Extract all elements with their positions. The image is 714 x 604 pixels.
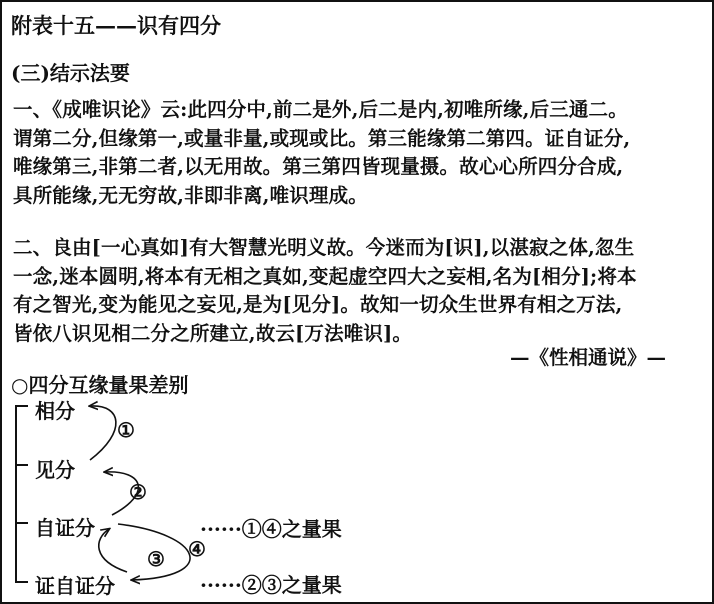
- node-zizhengfen: 自证分: [35, 516, 95, 540]
- paragraph-2-line: 一念,迷本圆明,将本有无相之真如,变起虚空四大之妄相,名为[相分];将本: [13, 264, 637, 288]
- marker-2: ②: [129, 480, 147, 504]
- arrow-3: [99, 529, 127, 572]
- paragraph-2-line: 皆依八识见相二分之所建立,故云[万法唯识]。: [13, 321, 413, 345]
- bracket-line: [16, 406, 28, 582]
- node-jianfen: 见分: [35, 458, 75, 482]
- node-xiangfen: 相分: [35, 399, 75, 423]
- paragraph-2-line: 二、良由[一心真如]有大智慧光明义故。今迷而为[识],以湛寂之体,忽生: [13, 236, 635, 259]
- source-citation: —《性相通说》—: [510, 346, 667, 369]
- paragraph-1-line: 唯缘第三,非第二者,以无用故。第三第四皆现量摄。故心心所四分合成,: [13, 155, 624, 178]
- result-2-3: ······②③之量果: [200, 573, 342, 597]
- paragraph-1-line: 谓第二分,但缘第一,或量非量,或现或比。第三能缘第二第四。证自证分,: [13, 126, 631, 150]
- section-heading: (三)结示法要: [11, 61, 130, 85]
- marker-4: ④: [188, 537, 206, 561]
- paragraph-1-line: 具所能缘,无无穷故,非即非离,唯识理成。: [13, 183, 368, 207]
- relationship-diagram: [2, 2, 712, 602]
- paragraph-1-line: 一、《成唯识论》云:此四分中,前二是外,后二是内,初唯所缘,后三通二。: [13, 98, 628, 121]
- diagram-title: ○四分互缘量果差别: [11, 373, 189, 397]
- paragraph-2-line: 有之智光,变为能见之妄见,是为[见分]。故知一切众生世界有相之万法,: [13, 293, 623, 316]
- arrow-1: [90, 406, 116, 460]
- node-zhengzizhengfen: 证自证分: [35, 574, 115, 598]
- page-title: 附表十五——识有四分: [11, 13, 221, 38]
- marker-3: ③: [147, 547, 165, 571]
- marker-1: ①: [117, 418, 135, 442]
- result-1-4: ······①④之量果: [200, 517, 342, 541]
